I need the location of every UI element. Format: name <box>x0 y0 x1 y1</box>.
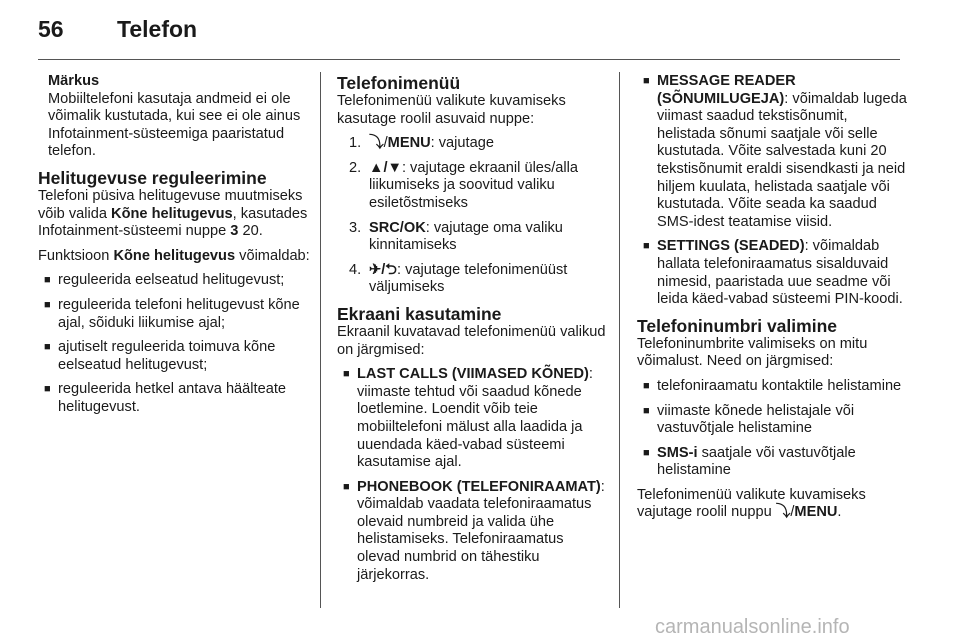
bullet-icon: ■ <box>343 480 350 493</box>
bullet-icon: ■ <box>44 341 51 354</box>
up-down-icon: ▲/▼ <box>369 159 402 176</box>
list-item: ■ reguleerida hetkel antava häälteate helitugevust. <box>44 381 286 415</box>
list-item: ■ SETTINGS (SEADED): võimaldab hallata telefoniraamatus sisalduvaid nimesid, paaristada uue seadme või leida käed-vabad süsteemi PIN-koodi. <box>643 238 903 308</box>
page-header <box>0 0 960 60</box>
column-2 <box>337 73 609 584</box>
list-item: ■ LAST CALLS (VIIMASED KÕNED): viimaste tehtud või saadud kõnede loetlemine. Loendit võib teie mobiiltelefoni mälust alla laadida ja uuendada käed-vabad süsteemi kasutamise ajal. <box>343 366 593 471</box>
section-heading-screen: Ekraani kasutamine <box>337 303 502 324</box>
header-rule <box>38 59 900 60</box>
section-heading-dial: Telefoninumbri valimine <box>637 315 837 336</box>
list-item: ■ reguleerida eelseatud helitugevust; <box>44 272 285 289</box>
column-1 <box>38 73 310 417</box>
numbered-step: 3. SRC/OK: vajutage oma valiku kinnitamiseks <box>349 219 563 254</box>
watermark: carmanualsonline.info <box>655 616 850 638</box>
bullet-icon: ■ <box>643 240 650 253</box>
column-3 <box>637 73 909 522</box>
paragraph: Telefonimenüü valikute kuvamiseks vajutage roolil nuppu ⤵/MENU. <box>637 486 866 521</box>
list-item: ■ PHONEBOOK (TELEFONIRAAMAT): võimaldab vaadata telefoniraamatus olevaid numbreid ja valida ühe helistamiseks. Telefoniraamatus olevad numbrid on tähestiku järjekorras. <box>343 478 605 583</box>
page-title: Telefon <box>117 16 198 42</box>
numbered-step: 1. ⤵/MENU: vajutage <box>349 135 494 152</box>
bullet-icon: ■ <box>44 298 51 311</box>
list-item: ■ telefoniraamatu kontaktile helistamine <box>643 377 902 394</box>
bullet-icon: ■ <box>343 368 350 381</box>
bullet-icon: ■ <box>643 75 650 87</box>
bullet-icon: ■ <box>44 274 51 287</box>
numbered-step: 4. ✈/⮌: vajutage telefonimenüüst väljumiseks <box>349 261 568 296</box>
note-body: Mobiiltelefoni kasutaja andmeid ei ole võimalik kustutada, kui see ei ole ainus Infotainment-süsteemiga paaristatud telefon. <box>48 90 301 160</box>
page-reference-icon: 3 <box>230 223 239 240</box>
list-item: ■ SMS-i saatjale või vastuvõtjale helistamine <box>643 444 856 479</box>
bullet-icon: ■ <box>643 404 650 417</box>
paragraph: Ekraanil kuvatavad telefonimenüü valikud on järgmised: <box>337 323 606 358</box>
list-item: ■ reguleerida telefoni helitugevust kõne ajal, sõiduki liikumise ajal; <box>44 296 300 331</box>
column-divider <box>619 72 620 608</box>
bullet-icon: ■ <box>44 383 51 396</box>
note-title: Märkus <box>48 73 100 89</box>
phone-menu-icon: ⤵ <box>369 135 384 152</box>
paragraph: Telefonimenüü valikute kuvamiseks kasutage roolil asuvaid nuppe: <box>337 93 566 127</box>
page-number: 56 <box>38 16 64 42</box>
paragraph: Telefoninumbrite valimiseks on mitu võimalust. Need on järgmised: <box>637 335 868 370</box>
paragraph: Funktsioon Kõne helitugevus võimaldab: <box>38 247 310 264</box>
section-heading-menu: Telefonimenüü <box>337 73 461 93</box>
paragraph: Telefoni püsiva helitugevuse muutmiseks võib valida Kõne helitugevus, kasutades Infotainment-süsteemi nuppe 3 20. <box>38 187 308 240</box>
bullet-icon: ■ <box>643 446 650 459</box>
numbered-step: 2. ▲/▼: vajutage ekraanil üles/alla liikumiseks ja soovitud valiku esiletõstmiseks <box>349 159 578 211</box>
list-item: ■ ajutiselt reguleerida toimuva kõne eelseatud helitugevust; <box>44 339 276 373</box>
hangup-back-icon: ✈/⮌ <box>369 261 397 278</box>
list-item: ■ MESSAGE READER (SÕNUMILUGEJA): võimaldab lugeda viimast saadud tekstisõnumit, helistada sõnumi saatjale või selle kustutada. Võite salvestada kuni 20 tekstisõnumit eraldi sisendkasti ja neid hiljem kuulata, helistada saatjale või kustutada. Võite seada ka saadud SMS-idest teatamise viisid. <box>643 73 907 230</box>
list-item: ■ viimaste kõnede helistajale või vastuvõtjale helistamine <box>643 402 855 437</box>
phone-menu-icon: ⤵ <box>775 504 791 521</box>
column-divider <box>320 72 321 608</box>
section-heading-volume: Helitugevuse reguleerimine <box>38 167 267 188</box>
bullet-icon: ■ <box>643 379 650 392</box>
